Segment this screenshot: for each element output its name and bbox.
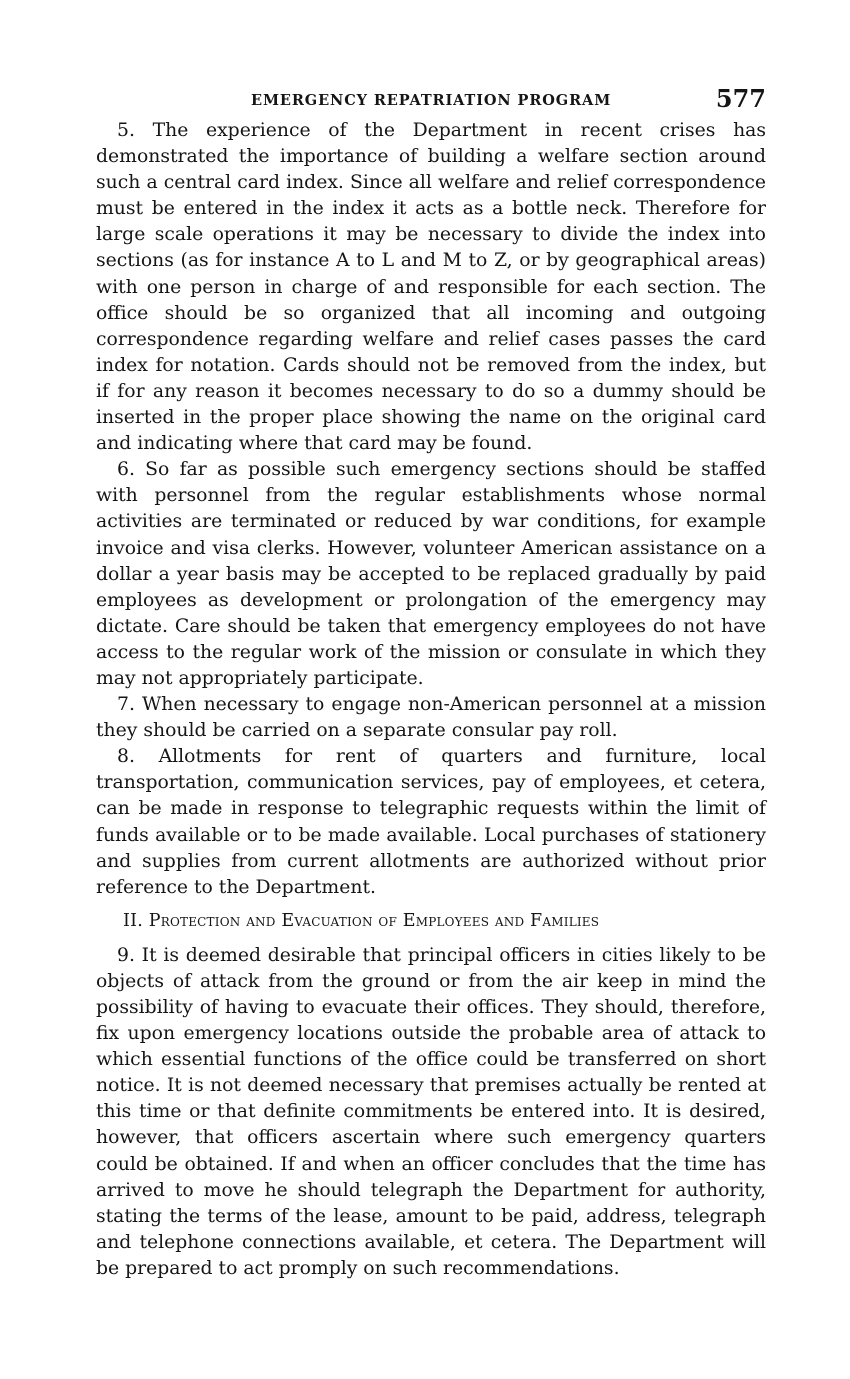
running-header xyxy=(96,80,766,118)
paragraph-9: 9. It is deemed desirable that principal officers in cities likely to be objects of attack from the ground or from the air keep in mind the possibility of having to evacuate their offices. They should, therefore, fix upon emergency locations outside the probable area of attack to which essential functions of the office could be transferred on short notice. It is not deemed necessary that premises actually be rented at this time or that definite commitments be entered into. It is desired, however, that officers ascertain where such emergency quarters could be obtained. If and when an officer concludes that the time has arrived to move he should telegraph the Department for authority, stating the terms of the lease, amount to be paid, address, telegraph and telephone connections available, et cetera. The Department will be prepared to act promply on such recommendations. xyxy=(96,944,766,1279)
paragraph-6: 6. So far as possible such emergency sections should be staffed with personnel from the regular establishments whose normal activities are terminated or reduced by war conditions, for example invoice and visa clerks. However, volunteer American assistance on a dollar a year basis may be accepted to be replaced gradually by paid employees as development or prolongation of the emergency may dictate. Care should be taken that emergency employees do not have access to the regular work of the mission or consulate in which they may not appropriately participate. xyxy=(96,459,766,689)
paragraph-5: 5. The experience of the Department in recent crises has demonstrated the importance of building a welfare section around such a central card index. Since all welfare and relief correspondence must be entered in the index it acts as a bottle neck. Therefore for large scale operations it may be necessary to divide the index into sections (as for instance A to L and M to Z, or by geographical areas) with one person in charge of and responsible for each section. The office should be so organized that all incoming and outgoing correspondence regarding welfare and relief cases passes the card index for notation. Cards should not be removed from the index, but if for any reason it becomes necessary to do so a dummy should be inserted in the proper place showing the name on the original card and indicating where that card may be found. xyxy=(96,120,766,455)
section-heading: II. Protection and Evacuation of Employees and Families xyxy=(123,910,600,931)
document-page xyxy=(96,80,766,1282)
paragraph-7: 7. When necessary to engage non-American personnel at a mission they should be carried on a separate consular pay roll. xyxy=(96,694,766,742)
page-number: 577 xyxy=(715,84,766,113)
paragraph-8: 8. Allotments for rent of quarters and furniture, local transportation, communication services, pay of employees, et cetera, can be made in response to telegraphic requests within the limit of funds available or to be made available. Local purchases of stationery and supplies from current allotments are authorized without prior reference to the Department. xyxy=(96,746,766,898)
running-title: EMERGENCY REPATRIATION PROGRAM xyxy=(251,92,612,109)
